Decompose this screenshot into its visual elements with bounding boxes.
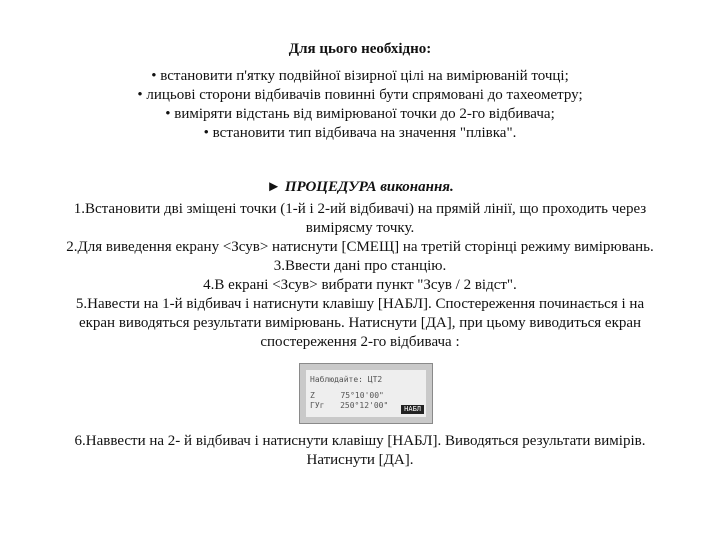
screen-softkey: НАБЛ <box>401 405 424 414</box>
step-6-line-1: 6.Наввести на 2- й відбивач і натиснути клавішу [НАБЛ]. Виводяться результати вимірів. <box>74 433 646 449</box>
requirement-item: • встановити тип відбивача на значення "плівка". <box>203 125 517 141</box>
requirements-heading: Для цього необхідно: <box>288 41 432 57</box>
step-5-line-1: 5.Навести на 1-й відбивач і натиснути клавішу [НАБЛ]. Спостереження починається і на <box>75 296 645 312</box>
screen-title: Наблюдайте: ЦТ2 <box>310 375 383 384</box>
requirement-item: • встановити п'ятку подвійної візирної цілі на вимірюваній точці; <box>151 68 569 84</box>
step-1-line-2: вимірясму точку. <box>305 220 415 236</box>
triangle-marker-icon: ► <box>266 179 282 195</box>
screen-row-z-label: Z <box>310 391 315 400</box>
step-1-line-1: 1.Встановити дві зміщені точки (1-й і 2-ий відбивачі) на прямій лінії, що проходить через <box>73 201 647 217</box>
screen-row-z <box>310 391 384 401</box>
procedure-heading <box>0 177 720 197</box>
step-3: 3.Ввести дані про станцію. <box>273 258 447 274</box>
step-5-line-3: спостереження 2-го відбивача : <box>260 334 460 350</box>
instrument-screen-display <box>306 370 426 417</box>
screen-row-z-value: 75°10'00" <box>340 391 384 400</box>
requirement-item: • лицьові сторони відбивачів повинні бути спрямовані до тахеометру; <box>137 87 583 103</box>
screen-row-hz-value: 250°12'00" <box>340 401 389 410</box>
procedure-title: ПРОЦЕДУРА виконання. <box>284 179 454 195</box>
step-2: 2.Для виведення екрану <Зсув> натиснути [СМЕЩ] на третій сторінці режиму вимірювань. <box>66 239 654 255</box>
step-5-line-2: екран виводяться результати вимірювань. Натиснути [ДА], при цьому виводиться екран <box>78 315 642 331</box>
requirement-item: • виміряти відстань від вимірюваної точки до 2-го відбивача; <box>165 106 555 122</box>
screen-row-hz-label: ГУг <box>310 401 325 410</box>
step-4: 4.В екрані <Зсув> вибрати пункт "Зсув / 2 відст". <box>203 277 517 293</box>
instrument-screen-image <box>299 363 433 424</box>
screen-row-hz <box>310 401 388 411</box>
step-6-line-2: Натиснути [ДА]. <box>306 452 414 468</box>
